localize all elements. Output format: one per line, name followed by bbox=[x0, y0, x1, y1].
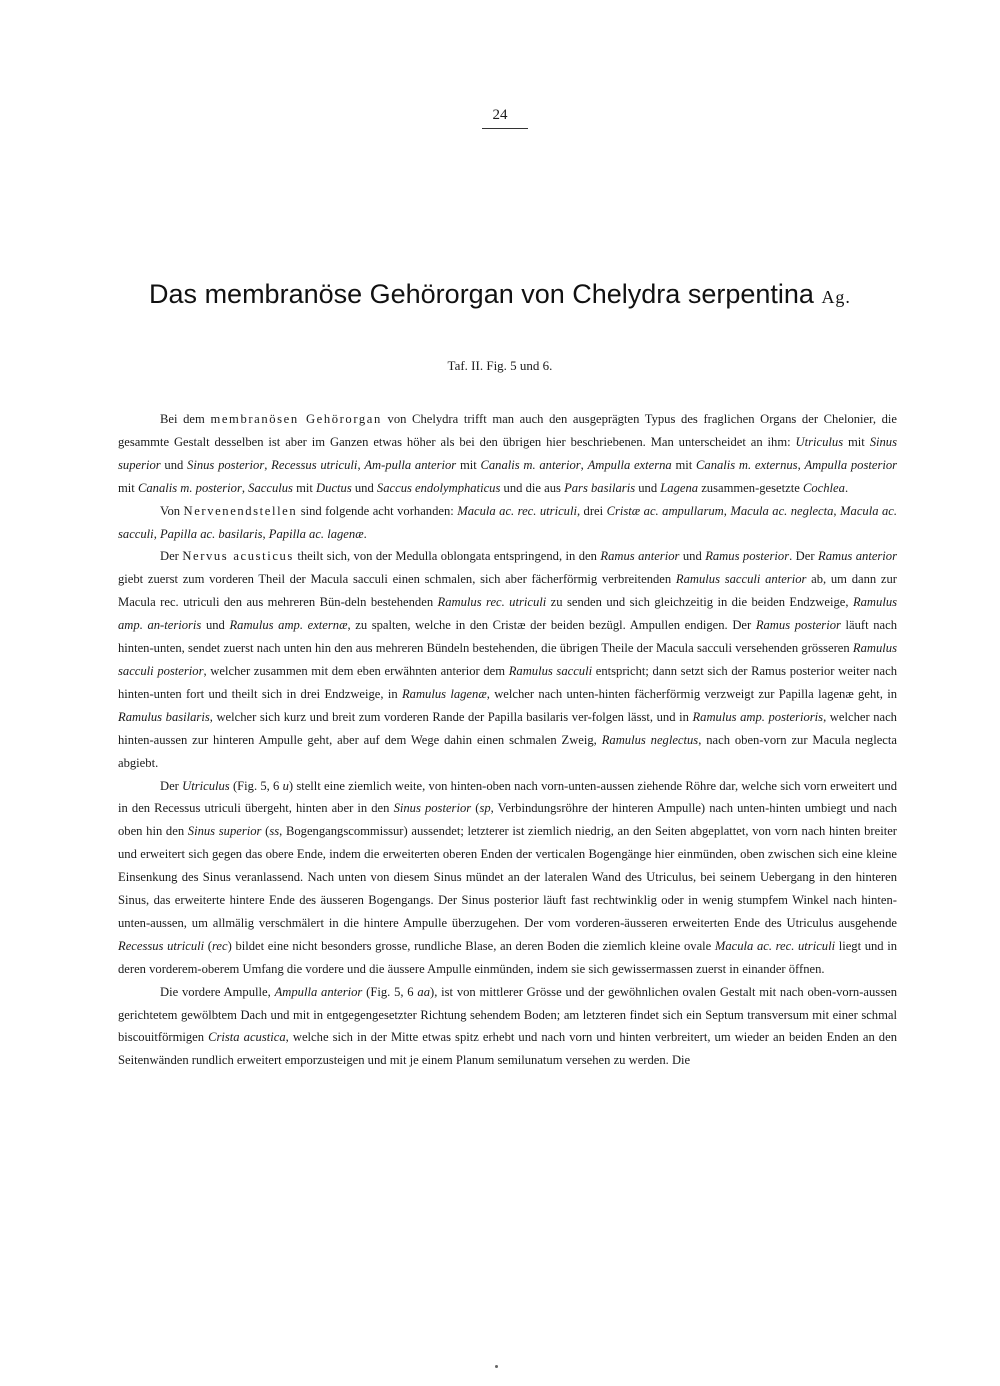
text-run: und bbox=[351, 480, 377, 495]
italic-term: Ampulla externa bbox=[587, 457, 672, 472]
text-run: Bei dem bbox=[160, 412, 211, 426]
italic-term: Ramulus sacculi posterior bbox=[118, 641, 897, 678]
text-run: ( bbox=[261, 824, 270, 839]
article-title-author: Ag. bbox=[821, 287, 851, 307]
italic-term: Ramulus amp. posterioris bbox=[692, 709, 824, 724]
text-run: zusammen-gesetzte bbox=[698, 480, 803, 495]
body-text bbox=[118, 408, 897, 1072]
italic-term: Recessus utriculi bbox=[118, 938, 205, 953]
article-title-main: Das membranöse Gehörorgan von Chelydra serpentina bbox=[149, 279, 814, 309]
text-run: (Fig. 5, 6 bbox=[229, 778, 283, 793]
text-run: mit bbox=[843, 434, 870, 449]
text-run: und bbox=[679, 549, 706, 564]
text-run: und bbox=[160, 457, 188, 472]
paragraph-3 bbox=[118, 545, 897, 774]
text-run: und die aus bbox=[500, 480, 565, 495]
text-run: , welcher nach hinten-aussen zur hinteren Ampulle geht, aber auf dem Wege dahin einen schmalen Zweig, bbox=[118, 709, 897, 747]
italic-term: Ramus posterior bbox=[755, 618, 841, 633]
text-run: Der bbox=[160, 549, 183, 564]
italic-term: Macula ac. sacculi bbox=[118, 503, 897, 541]
italic-term: Recessus utriculi bbox=[271, 457, 358, 472]
italic-term: Canalis m. posterior bbox=[137, 480, 242, 495]
text-run: , bbox=[797, 457, 805, 472]
specks-mark bbox=[495, 1365, 498, 1368]
italic-term: Macula ac. neglecta bbox=[730, 503, 834, 518]
italic-term: Ampulla posterior bbox=[804, 457, 898, 472]
italic-term: Cristæ ac. ampullarum bbox=[606, 503, 724, 518]
text-run: ab, um dann zur Macula rec. utriculi den aus mehreren Bün-deln bestehenden bbox=[118, 572, 897, 610]
italic-term: ss bbox=[269, 824, 280, 839]
text-run: , bbox=[241, 480, 249, 495]
text-run: ( bbox=[471, 801, 480, 816]
italic-term: Lagena bbox=[660, 480, 699, 495]
text-run: , nach oben-vorn zur Macula neglecta abgiebt. bbox=[118, 732, 897, 770]
italic-term: aa bbox=[417, 984, 430, 999]
text-run: ) bildet eine nicht besonders grosse, rundliche Blase, an deren Boden die ziemlich kleine ovale bbox=[227, 938, 715, 953]
italic-term: u bbox=[282, 778, 289, 793]
italic-term: Sinus superior bbox=[187, 824, 262, 839]
plate-reference: Taf. II. Fig. 5 und 6. bbox=[447, 358, 553, 373]
spaced-term: membranösen Gehörorgan bbox=[210, 412, 382, 426]
text-run: ( bbox=[204, 938, 212, 953]
italic-term: Canalis m. anterior bbox=[480, 457, 581, 472]
article-title bbox=[60, 278, 940, 313]
text-run: , welche sich in der Mitte etwas spitz erhebt und nach vorn und hinten verbreitert, um wieder an beiden Enden an den Seitenwänden rundlich erweitert emporzusteigen und mit je einem Planum semilunatum versehen zu werden. Die bbox=[118, 1030, 897, 1068]
italic-term: Ramus posterior bbox=[705, 549, 790, 564]
text-run: , bbox=[833, 503, 841, 518]
italic-term: Macula ac. rec. utriculi bbox=[457, 503, 577, 518]
italic-term: Ramulus rec. utriculi bbox=[437, 595, 547, 610]
italic-term: Ramulus amp. an-terioris bbox=[118, 595, 898, 633]
italic-term: Ramus anterior bbox=[600, 549, 680, 564]
text-run: mit bbox=[671, 457, 696, 472]
text-run: theilt sich, von der Medulla oblongata entspringend, in den bbox=[293, 549, 601, 564]
italic-term: Crista acustica bbox=[208, 1030, 286, 1045]
text-run: , welcher zusammen mit dem eben erwähnten anterior dem bbox=[203, 663, 509, 678]
text-run: . bbox=[363, 526, 367, 541]
italic-term: Sacculus bbox=[248, 480, 293, 495]
italic-term: Ramulus basilaris bbox=[118, 709, 210, 724]
italic-term: Cochlea bbox=[802, 480, 845, 495]
italic-term: Canalis m. externus bbox=[696, 457, 798, 472]
italic-term: Ramulus sacculi bbox=[508, 663, 593, 678]
text-run: liegt und in deren vorderem-oberem Umfang die vordere und die äussere Ampulle einmünden, indem sie sich gewissermassen zuerst in einander öffnen. bbox=[118, 938, 898, 976]
text-run: Von bbox=[160, 503, 184, 518]
text-run: mit bbox=[118, 480, 138, 495]
italic-term: Sinus posterior bbox=[187, 457, 265, 472]
italic-term: Sinus superior bbox=[118, 434, 897, 472]
text-run: , Verbindungsröhre der hinteren Ampulle) nach unten-hinten umbiegt und nach oben hin den bbox=[118, 801, 897, 839]
italic-term: Am-pulla anterior bbox=[364, 457, 457, 472]
italic-term: Ramus anterior bbox=[818, 549, 898, 564]
italic-term: Ramulus amp. externæ bbox=[229, 618, 348, 633]
text-run: Der bbox=[160, 778, 183, 793]
text-run: mit bbox=[292, 480, 317, 495]
text-run: Die vordere Ampulle, bbox=[160, 984, 275, 999]
text-run: (Fig. 5, 6 bbox=[362, 984, 418, 999]
text-run: zu senden und sich gleichzeitig in die beiden Endzweige, bbox=[546, 595, 853, 610]
text-run: , zu spalten, welche in den Cristæ der beiden bezügl. Ampullen endigen. Der bbox=[347, 618, 756, 633]
text-run: . Der bbox=[789, 549, 818, 564]
italic-term: Papilla ac. basilaris bbox=[159, 526, 263, 541]
text-run: ), ist von mittlerer Grösse und der gewöhnlichen ovalen Gestalt mit nach oben-vorn-aussen gerichtetem gewölbtem Dach und mit in entgegengesetzter Richtung sehendem Boden; am letzteren findet sich ein Septum transversum mit einer schmal biscouitförmigen bbox=[118, 984, 897, 1045]
text-run: , welcher nach unten-hinten fächerförmig verzweigt zur Papilla lagenæ geht, in bbox=[486, 686, 897, 701]
italic-term: Ramulus sacculi anterior bbox=[675, 572, 807, 587]
page-number: 24 bbox=[492, 107, 508, 123]
text-run: , welcher sich kurz und breit zum vorderen Rande der Papilla basilaris ver-folgen lässt, und in bbox=[209, 709, 693, 724]
text-run: , drei bbox=[576, 503, 607, 518]
page-number-rule bbox=[482, 128, 528, 129]
paragraph-5 bbox=[118, 981, 897, 1073]
text-run: läuft nach hinten-unten, sendet zuerst nach unten hin den aus mehreren Bündeln bestehenden, die übrigen Theile der Macula sacculi versehenden grösseren bbox=[118, 618, 897, 656]
spaced-term: Nervus acusticus bbox=[182, 549, 294, 564]
paragraph-1 bbox=[118, 408, 897, 500]
text-run: mit bbox=[456, 457, 481, 472]
text-run: , Bogengangscommissur) aussendet; letzterer ist ziemlich niedrig, an den Seiten abgeplattet, von vorn nach hinten breiter und erweitert sich gegen das obere Ende, indem die erweiterten oberen Enden der verticalen Bogengänge hier einmünden, oben zwischen sich eine kleine Einsenkung des Sinus veranlassend. Nach unten von diesem Sinus mündet an der lateralen Wand des Utriculus, bei seinem Uebergang in den hinteren Sinus, das erweiterte hintere Ende des äusseren Bogengangs. Der Sinus posterior läuft fast rechtwinklig oder in wenig stumpfem Winkel nach hinten-unten-aussen, um allmälig verschmälert in die hintere Ampulle überzugehen. Der vom vorderen-äusseren erweiterten Ende des Utriculus ausgehende bbox=[118, 824, 897, 930]
text-run: von Chelydra trifft man auch den ausgeprägten Typus des fraglichen Organs der Chelonier, die gesammte Gestalt desselben ist aber im Ganzen etwas höher als bei den übrigen hier beschriebenen. Man unterscheidet an ihm: bbox=[118, 412, 897, 449]
paragraph-2 bbox=[118, 500, 897, 546]
text-run: , bbox=[580, 457, 588, 472]
text-run: . bbox=[844, 480, 849, 495]
text-run: und bbox=[201, 618, 230, 633]
italic-term: Utriculus bbox=[795, 434, 844, 449]
text-run: , bbox=[264, 457, 272, 472]
italic-term: Sinus posterior bbox=[393, 801, 472, 816]
text-run: , bbox=[357, 457, 365, 472]
spaced-term: Nervenendstellen bbox=[183, 503, 298, 518]
italic-term: rec bbox=[212, 938, 228, 953]
text-run: und bbox=[635, 480, 661, 495]
italic-term: Macula ac. rec. utriculi bbox=[714, 938, 836, 953]
italic-term: Saccus endolymphaticus bbox=[376, 480, 501, 495]
text-run: giebt zuerst zum vorderen Theil der Macula sacculi einen schmalen, sich aber fächerförmig verbreitenden bbox=[118, 572, 676, 587]
text-run: sind folgende acht vorhanden: bbox=[297, 503, 458, 518]
text-run: ) stellt eine ziemlich weite, von hinten-oben nach vorn-unten-aussen ziehende Röhre dar, welche sich vorn erweitert und in den Recessus utriculi übergeht, hinten aber in den bbox=[118, 778, 897, 816]
italic-term: Papilla ac. lagenæ bbox=[268, 526, 364, 541]
italic-term: Utriculus bbox=[182, 778, 230, 793]
text-run: , bbox=[723, 503, 731, 518]
text-run: , bbox=[153, 526, 160, 541]
text-run: entspricht; dann setzt sich der Ramus posterior weiter nach hinten-unten fort und theilt sich in drei Endzweige, in bbox=[118, 663, 897, 701]
italic-term: sp bbox=[479, 801, 491, 816]
italic-term: Pars basilaris bbox=[564, 480, 636, 495]
text-run: , bbox=[262, 526, 269, 541]
italic-term: Ductus bbox=[316, 480, 352, 495]
italic-term: Ramulus lagenæ bbox=[401, 686, 487, 701]
italic-term: Ampulla anterior bbox=[274, 984, 363, 999]
paragraph-4 bbox=[118, 775, 897, 981]
italic-term: Ramulus neglectus bbox=[601, 732, 699, 747]
